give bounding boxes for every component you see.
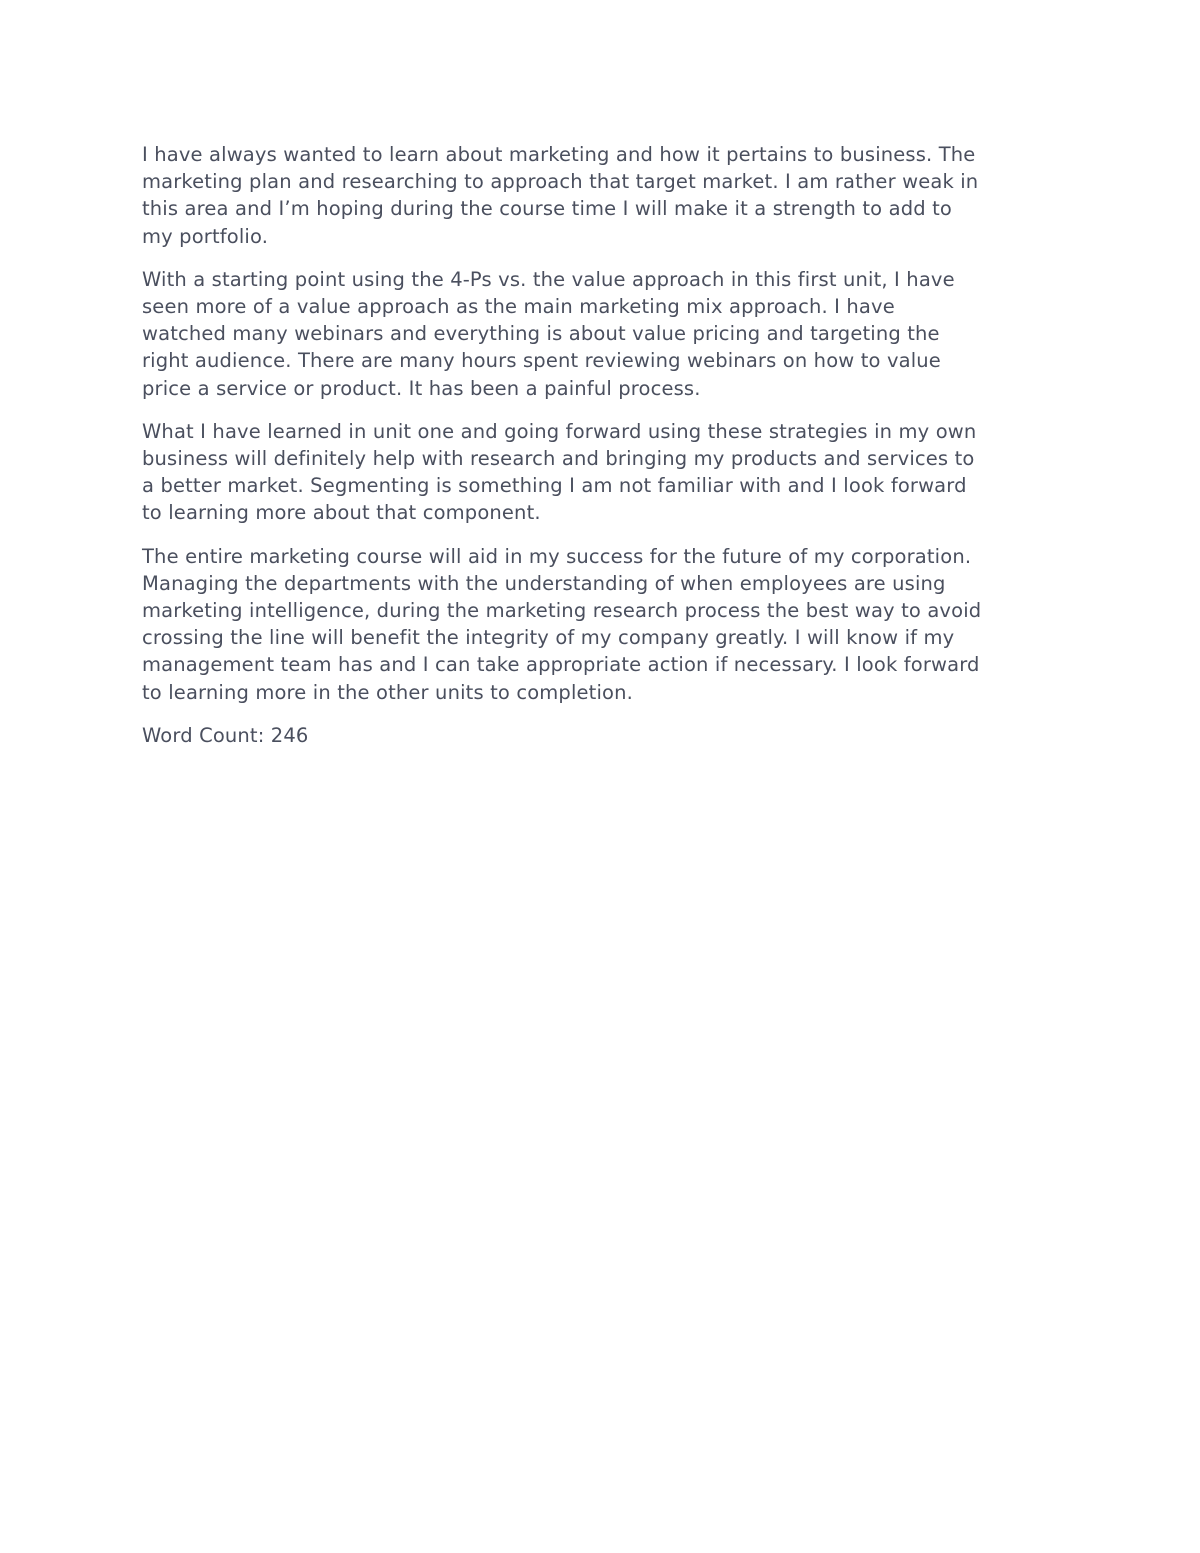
paragraph-1	[142, 141, 1062, 250]
text-line: to learning more about that component.	[142, 501, 541, 525]
text-line: Managing the departments with the understanding of when employees are using	[142, 571, 946, 595]
text-line: business will definitely help with research and bringing my products and services to	[142, 447, 975, 471]
text-line: watched many webinars and everything is about value pricing and targeting the	[142, 322, 940, 346]
text-line: price a service or product. It has been a painful process.	[142, 376, 701, 400]
text-line: marketing plan and researching to approach that target market. I am rather weak in	[142, 170, 979, 194]
text-line: The entire marketing course will aid in my success for the future of my corporation.	[142, 544, 972, 568]
text-line: management team has and I can take appropriate action if necessary. I look forward	[142, 653, 980, 677]
text-line: a better market. Segmenting is something I am not familiar with and I look forward	[142, 474, 967, 498]
paragraph-3	[142, 418, 1062, 527]
text-line: this area and I’m hoping during the course time I will make it a strength to add to	[142, 197, 952, 221]
text-line: marketing intelligence, during the marketing research process the best way to avoid	[142, 599, 982, 623]
text-line: seen more of a value approach as the main marketing mix approach. I have	[142, 295, 895, 319]
word-count: Word Count: 246	[142, 723, 309, 747]
paragraph-2	[142, 266, 1062, 402]
paragraph-4	[142, 543, 1062, 706]
text-line: I have always wanted to learn about marketing and how it pertains to business. The	[142, 143, 976, 166]
text-line: What I have learned in unit one and going forward using these strategies in my own	[142, 419, 977, 443]
text-line: crossing the line will benefit the integrity of my company greatly. I will know if my	[142, 626, 955, 650]
text-line: to learning more in the other units to completion.	[142, 680, 633, 704]
text-line: With a starting point using the 4-Ps vs. the value approach in this first unit, I have	[142, 267, 955, 291]
text-line: my portfolio.	[142, 224, 269, 248]
document-body	[142, 141, 1062, 749]
text-line: right audience. There are many hours spent reviewing webinars on how to value	[142, 349, 941, 373]
